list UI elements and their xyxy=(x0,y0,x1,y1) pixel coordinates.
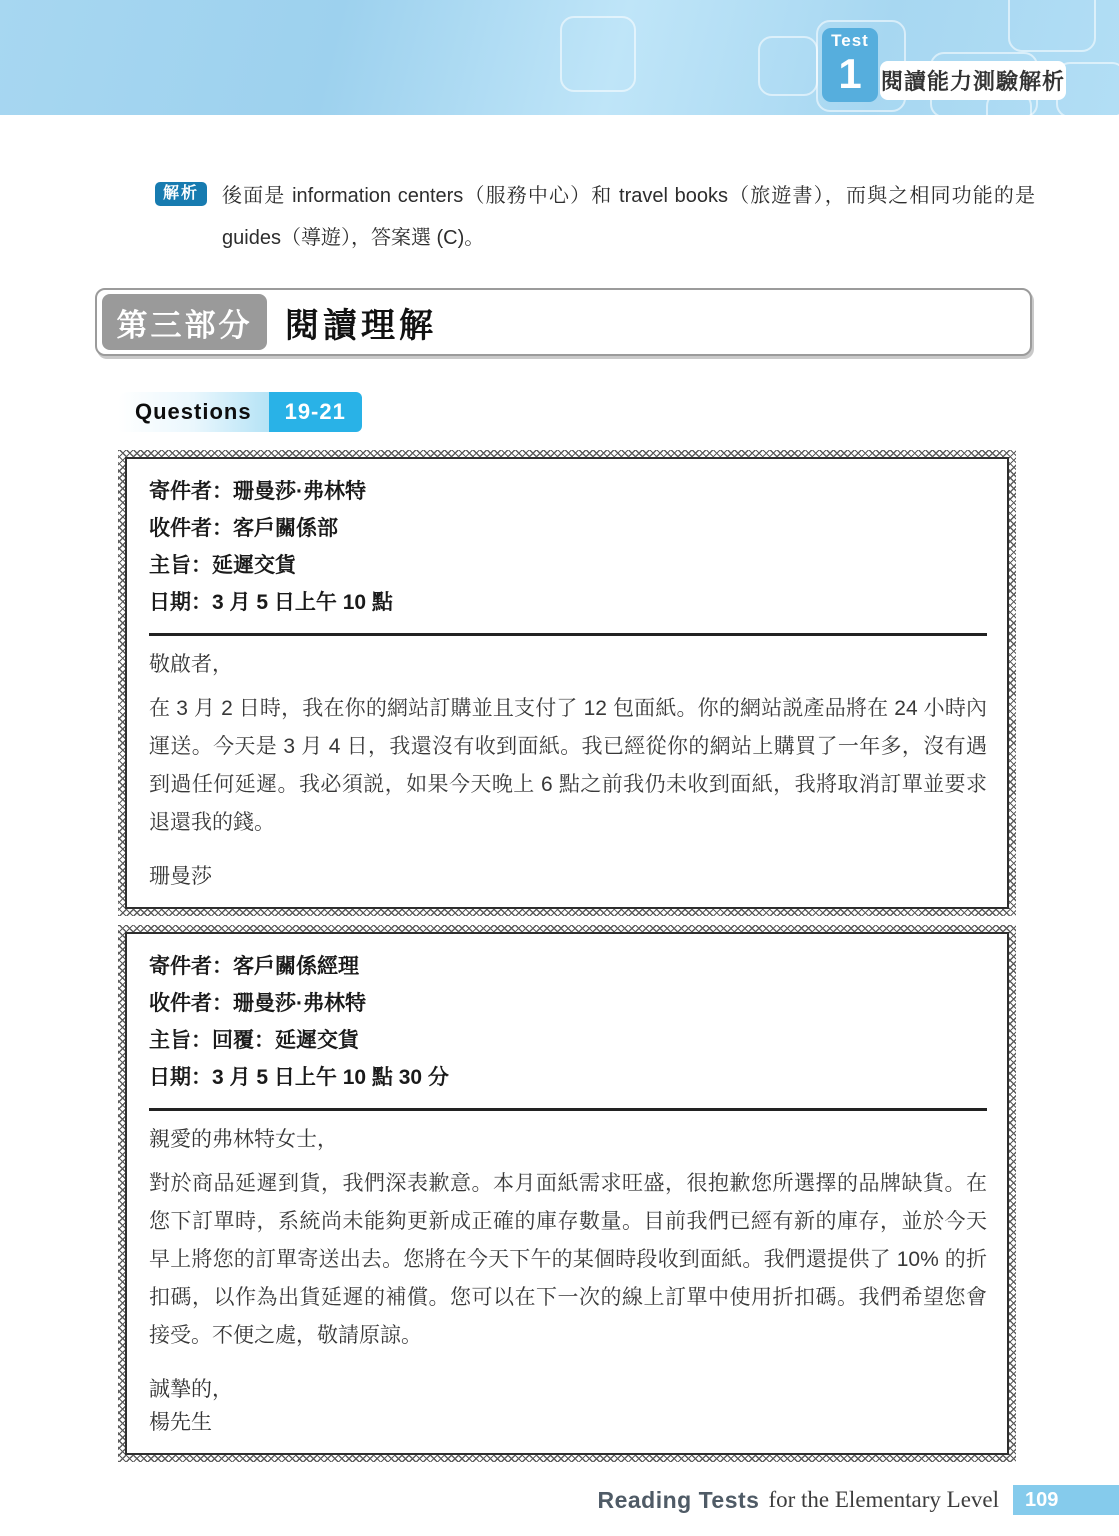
series-subtitle: for the Elementary Level xyxy=(768,1487,999,1512)
email-2-divider xyxy=(149,1108,987,1111)
deco-square xyxy=(758,36,818,96)
series-title: Reading Tests xyxy=(597,1486,760,1513)
test-label: Test xyxy=(831,31,869,50)
email-box-1 xyxy=(118,450,1016,916)
analysis-text: 後面是 information centers（服務中心）和 travel books（旅遊書），而與之相同功能的是 guides（導遊），答案選 (C)。 xyxy=(222,185,1035,249)
test-number-badge xyxy=(822,28,878,102)
questions-tag xyxy=(118,392,362,432)
email-1-from: 寄件者：珊曼莎·弗林特 xyxy=(149,480,366,503)
questions-label: Questions xyxy=(118,392,269,432)
email-2-body: 對於商品延遲到貨，我們深表歉意。本月面紙需求旺盛，很抱歉您所選擇的品牌缺貨。在您下訂單時，系統尚未能夠更新成正確的庫存數量。目前我們已經有新的庫存，並於今天早上將您的訂單寄送出去。您將在今天下午的某個時段收到面紙。我們還提供了 10% 的折扣碼，以作為出貨延遲的補償。您可以在下一次的線上訂單中使用折扣碼。我們希望您會接受。不便之處，敬請原諒。 xyxy=(149,1172,987,1347)
email-1-content xyxy=(125,457,1009,909)
email-2-content xyxy=(125,932,1009,1455)
section-header xyxy=(95,288,1032,356)
signature-line: 誠摯的， xyxy=(149,1378,233,1401)
section-title: 閱讀理解 xyxy=(285,307,437,345)
email-2-date: 日期：3 月 5 日上午 10 點 30 分 xyxy=(149,1066,449,1089)
chapter-title: 閱讀能力測驗解析 xyxy=(880,61,1066,100)
analysis-badge: 解析 xyxy=(155,182,207,206)
analysis-note xyxy=(155,175,1035,259)
email-1-divider xyxy=(149,633,987,636)
email-1-subject: 主旨：延遲交貨 xyxy=(149,554,296,577)
header-banner xyxy=(0,0,1119,115)
email-2-to: 收件者：珊曼莎·弗林特 xyxy=(149,992,366,1015)
deco-square xyxy=(560,16,636,92)
email-2-from: 寄件者：客戶關係經理 xyxy=(149,955,359,978)
page-number-badge: 109 xyxy=(1013,1485,1119,1515)
signature-line: 珊曼莎 xyxy=(149,865,212,888)
email-1-salutation: 敬啟者， xyxy=(149,653,233,676)
deco-square xyxy=(1008,0,1096,52)
page-footer xyxy=(0,1484,1119,1516)
email-1-body: 在 3 月 2 日時，我在你的網站訂購並且支付了 12 包面紙。你的網站説產品將在 24 小時內運送。今天是 3 月 4 日，我還沒有收到面紙。我已經從你的網站上購買了一年多，沒有遇到過任何延遲。我必須説，如果今天晚上 6 點之前我仍未收到面紙，我將取消訂單並要求退還我的錢。 xyxy=(149,697,987,834)
email-1-to: 收件者：客戶關係部 xyxy=(149,517,338,540)
part-badge: 第三部分 xyxy=(102,294,267,350)
test-number: 1 xyxy=(838,50,862,97)
email-2-subject: 主旨：回覆：延遲交貨 xyxy=(149,1029,359,1052)
email-2-signature xyxy=(149,1373,987,1439)
questions-range: 19-21 xyxy=(269,392,362,432)
email-box-2 xyxy=(118,925,1016,1462)
signature-line: 楊先生 xyxy=(149,1411,212,1434)
email-1-date: 日期：3 月 5 日上午 10 點 xyxy=(149,591,393,614)
email-1-signature xyxy=(149,860,987,893)
email-2-salutation: 親愛的弗林特女士， xyxy=(149,1128,338,1151)
